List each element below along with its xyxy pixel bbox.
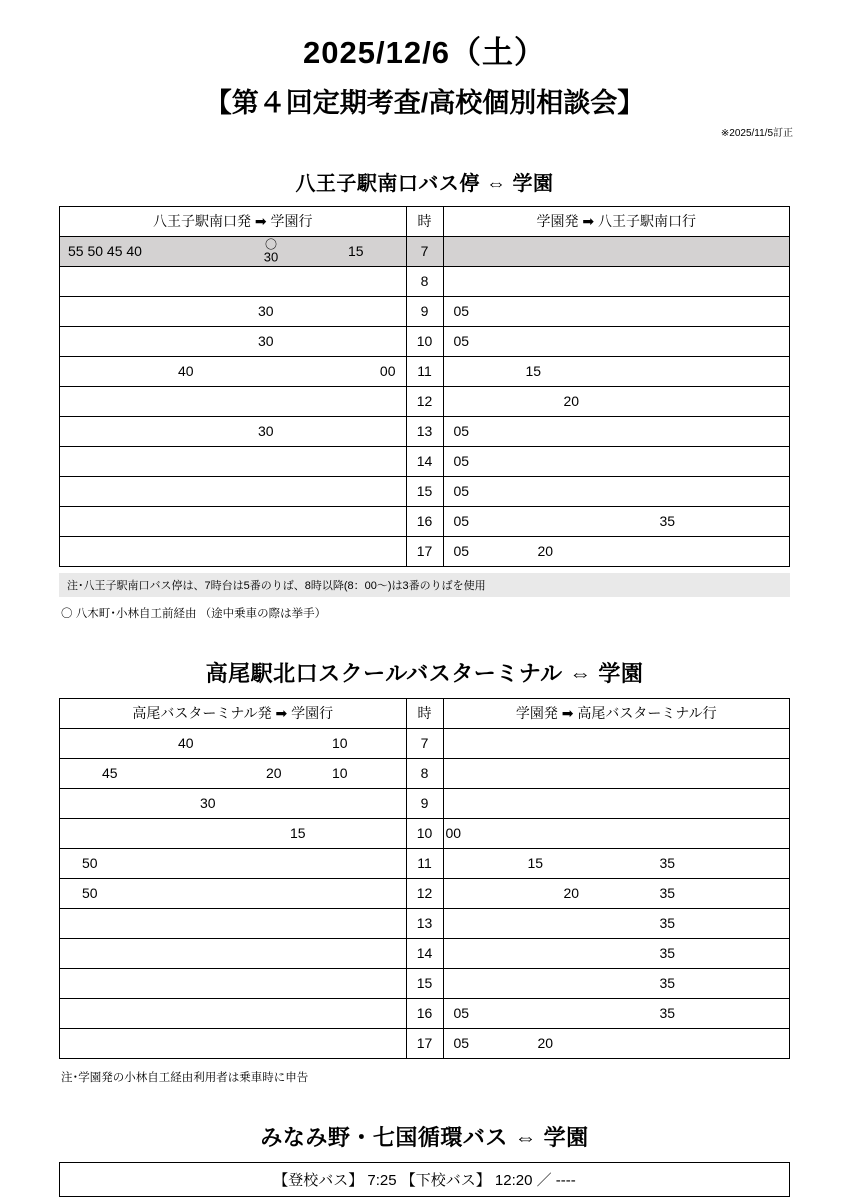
departure-minutes-extra: 15 [348,243,364,260]
table-header-row [60,698,790,728]
hour-cell: 14 [406,446,443,476]
table-row [60,446,790,476]
hour-cell: 8 [406,266,443,296]
section-title-hachioji: 八王子駅南口バス停 ⇔ 学園 [295,172,554,195]
arrival-cell: 05 20 [443,536,790,566]
hour-cell: 14 [406,938,443,968]
hour-cell: 7 [406,236,443,266]
minamino-bus-times: 【登校バス】 7:25 【下校バス】 12:20 ／ ---- [60,1162,790,1196]
table-row [60,878,790,908]
hour-cell: 16 [406,998,443,1028]
arrival-cell: 15 35 [443,848,790,878]
header-hour: 時 [406,698,443,728]
departure-cell: 30 [60,788,407,818]
arrival-cell [443,728,790,758]
hour-cell: 16 [406,506,443,536]
table-row [60,1162,790,1196]
departure-cell [60,476,407,506]
circle-icon: 〇 [264,237,277,252]
timetable-minamino [59,1162,790,1197]
departure-cell [60,968,407,998]
arrival-cell: 05 35 [443,506,790,536]
arrival-minutes-extra: 35 [659,915,676,932]
arrival-minutes-extra: 35 [659,945,676,962]
table-row [60,476,790,506]
page-title-main: 【第４回定期考査/高校個別相談会】 [204,88,645,119]
header-right-direction: 学園発 ➡ 八王子駅南口行 [443,206,790,236]
table-row [60,938,790,968]
arrival-minutes-extra: 35 [659,1005,676,1022]
table-row [60,356,790,386]
header-left-direction: 八王子駅南口発 ➡ 学園行 [60,206,407,236]
departure-cell: 30 [60,296,407,326]
hour-cell: 12 [406,878,443,908]
header-hour: 時 [406,206,443,236]
hour-cell: 11 [406,356,443,386]
departure-cell: 15 [60,818,407,848]
section-title-takao: 高尾駅北口スクールバスターミナル ⇔ 学園 [205,660,644,686]
table-row [60,416,790,446]
arrival-cell: 15 [443,356,790,386]
arrival-cell [443,968,790,998]
hour-cell: 13 [406,416,443,446]
arrival-cell: 05 [443,446,790,476]
note-hachioji-route: 〇 八木町･小林自工前経由 （途中乗車の際は挙手） [61,607,327,620]
hour-cell: 15 [406,968,443,998]
table-row [60,758,790,788]
table-row [60,266,790,296]
arrival-cell [443,908,790,938]
table-row [60,968,790,998]
arrival-cell: 20 [443,386,790,416]
table-row [60,326,790,356]
section-title-minamino: みなみ野・七国循環バス ⇔ 学園 [260,1124,589,1150]
arrival-minutes-extra: 35 [659,885,676,902]
arrival-cell [443,938,790,968]
hour-cell: 9 [406,788,443,818]
arrival-cell: 20 35 [443,878,790,908]
departure-minutes-extra: 10 [332,765,348,782]
table-row [60,998,790,1028]
departure-cell [60,236,407,266]
departure-minutes: 55 50 45 40 [68,243,142,260]
table-row [60,908,790,938]
arrival-minutes-extra: 35 [659,513,676,530]
table-row [60,788,790,818]
departure-cell [60,938,407,968]
table-header-row [60,206,790,236]
arrival-cell: 05 [443,326,790,356]
hour-cell: 10 [406,326,443,356]
hour-cell: 9 [406,296,443,326]
departure-cell [60,446,407,476]
arrival-minutes-extra: 35 [659,975,676,992]
table-row [60,728,790,758]
departure-cell [60,266,407,296]
table-row [60,506,790,536]
arrival-cell: 00 [443,818,790,848]
table-row [60,296,790,326]
arrival-cell [443,266,790,296]
arrival-cell: 05 [443,476,790,506]
departure-circle-note: 〇 30 [256,239,286,264]
departure-minutes-extra: 10 [332,735,348,752]
departure-cell: 50 [60,848,407,878]
hour-cell: 10 [406,818,443,848]
departure-minutes-extra: 00 [379,363,396,380]
departure-minutes-mid: 20 [266,765,282,782]
departure-cell [60,386,407,416]
arrival-minutes-extra: 35 [659,855,676,872]
table-row [60,818,790,848]
table-row [60,236,790,266]
departure-cell: 30 [60,326,407,356]
arrival-cell [443,758,790,788]
page-title-date: 2025/12/6（土） [303,35,546,70]
table-row [60,848,790,878]
table-row [60,386,790,416]
hour-cell: 11 [406,848,443,878]
arrival-cell: 05 20 [443,1028,790,1058]
departure-cell [60,506,407,536]
departure-cell [60,1028,407,1058]
hour-cell: 17 [406,1028,443,1058]
departure-cell: 45 20 10 [60,758,407,788]
arrival-cell [443,788,790,818]
note-hachioji-stop: 注･八王子駅南口バス停は、7時台は5番のりば、8時以降(8：00〜)は3番のりばを使用 [59,573,790,597]
note-takao: 注･学園発の小林自工経由利用者は乗車時に申告 [61,1071,309,1084]
departure-cell: 50 [60,878,407,908]
hour-cell: 17 [406,536,443,566]
timetable-takao [59,698,790,1059]
table-row [60,1028,790,1058]
header-left-direction: 高尾バスターミナル発 ➡ 学園行 [60,698,407,728]
arrival-cell: 05 35 [443,998,790,1028]
departure-cell: 30 [60,416,407,446]
arrival-minutes-extra: 20 [537,543,554,560]
revision-note: ※2025/11/5訂正 [720,127,793,139]
departure-cell [60,536,407,566]
arrival-minutes-extra: 20 [537,1035,554,1052]
departure-cell: 40 10 [60,728,407,758]
hour-cell: 13 [406,908,443,938]
departure-cell [60,998,407,1028]
hour-cell: 8 [406,758,443,788]
arrival-cell: 05 [443,416,790,446]
departure-cell: 40 00 [60,356,407,386]
timetable-hachioji [59,206,790,567]
departure-cell [60,908,407,938]
header-right-direction: 学園発 ➡ 高尾バスターミナル行 [443,698,790,728]
arrival-cell: 05 [443,296,790,326]
arrival-cell [443,236,790,266]
table-row [60,536,790,566]
hour-cell: 12 [406,386,443,416]
hour-cell: 15 [406,476,443,506]
hour-cell: 7 [406,728,443,758]
